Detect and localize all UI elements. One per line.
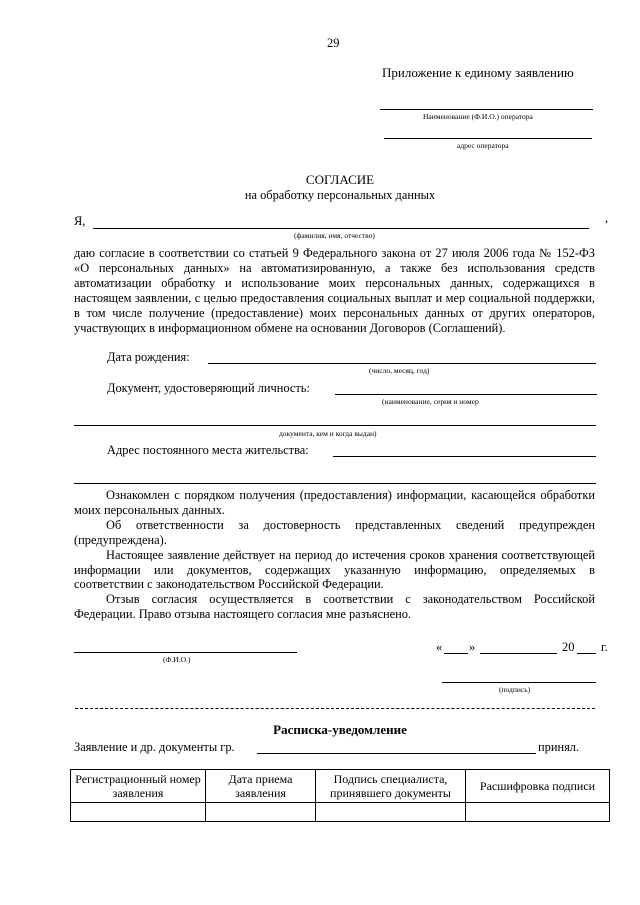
id-document-label: Документ, удостоверяющий личность: — [107, 381, 310, 395]
signature-fio-field[interactable] — [74, 652, 297, 653]
registration-table — [70, 769, 610, 822]
date-year-suffix: г. — [601, 640, 608, 654]
address-field[interactable] — [333, 456, 596, 457]
col-reg-number: Регистрационный номер заявления — [71, 770, 206, 803]
date-quote-close: » — [469, 640, 476, 654]
id-document-field[interactable] — [335, 394, 597, 395]
birth-date-field[interactable] — [208, 363, 596, 364]
id-document-field-2[interactable] — [74, 425, 596, 426]
full-name-caption: (фамилия, имя, отчество) — [294, 231, 375, 240]
date-year-field[interactable] — [577, 653, 596, 654]
signature-field[interactable] — [442, 682, 596, 683]
date-day-field[interactable] — [444, 653, 468, 654]
birth-date-label: Дата рождения: — [107, 350, 190, 364]
table-row — [71, 803, 610, 822]
comma: , — [605, 211, 609, 225]
date-month-field[interactable] — [480, 653, 557, 654]
id-document-caption-2: документа, кем и когда выдан) — [279, 429, 377, 438]
receipt-name-field[interactable] — [257, 753, 536, 754]
col-signature-decoding: Расшифровка подписи — [466, 770, 610, 803]
cell-reg-number[interactable] — [71, 803, 206, 822]
i-label: Я, — [74, 214, 86, 228]
operator-name-caption: Наименование (Ф.И.О.) оператора — [423, 112, 533, 121]
ack-paragraph-2: Об ответственности за достоверность представленных сведений предупрежден (предупреждена). — [74, 517, 595, 547]
page-number: 29 — [327, 36, 340, 50]
cell-specialist-signature[interactable] — [316, 803, 466, 822]
receipt-label: Заявление и др. документы гр. — [74, 740, 235, 754]
col-date: Дата приема заявления — [206, 770, 316, 803]
ack-paragraph-1: Ознакомлен с порядком получения (предоставления) информации, касающейся обработки моих персональных данных. — [74, 488, 595, 517]
ack-paragraph-4: Отзыв согласия осуществляется в соответствии с законодательством Российской Федерации. Право отзыва настоящего согласия мне разъяснено. — [74, 592, 595, 622]
consent-text: даю согласие в соответствии со статьей 9 Федерального закона от 27 июля 2006 года № 152-ФЗ «О персональных данных» на автоматизированную, а также без использования средств автоматизации обработку и использование моих персональных данных, содержащихся в настоящем заявлении, с целью предоставления социальных выплат и мер социальной поддержки, в том числе получение (предоставление) моих персональных данных от других операторов, участвующих в информационном обмене на основании Договоров (Соглашений). — [74, 246, 595, 335]
cut-line — [75, 708, 595, 709]
document-title: СОГЛАСИЕ — [305, 172, 375, 187]
operator-address-field[interactable] — [384, 138, 592, 139]
id-document-caption-1: (наименование, серия и номер — [382, 397, 479, 406]
address-label: Адрес постоянного места жительства: — [107, 443, 309, 457]
col-specialist-signature: Подпись специалиста, принявшего документы — [316, 770, 466, 803]
operator-name-field[interactable] — [380, 109, 593, 110]
operator-address-caption: адрес оператора — [457, 141, 509, 150]
document-subtitle: на обработку персональных данных — [244, 188, 436, 202]
date-quote-open: « — [436, 640, 443, 654]
cell-signature-decoding[interactable] — [466, 803, 610, 822]
receipt-accepted: принял. — [538, 740, 580, 754]
ack-paragraph-3: Настоящее заявление действует на период до истечения сроков хранения соответствующей информации или документов, содержащих указанную информацию, определяемых в соответствии с законодательством Российской Федерации. — [74, 547, 595, 592]
acknowledgement-block — [74, 488, 595, 622]
address-field-2[interactable] — [74, 483, 596, 484]
date-year-prefix: 20 — [562, 640, 575, 654]
birth-date-caption: (число, месяц, год) — [369, 366, 430, 375]
signature-fio-caption: (Ф.И.О.) — [163, 655, 191, 664]
cell-date[interactable] — [206, 803, 316, 822]
full-name-field[interactable] — [93, 228, 589, 229]
signature-caption: (подпись) — [499, 685, 531, 694]
table-header-row — [71, 770, 610, 803]
appendix-title: Приложение к единому заявлению — [382, 65, 574, 80]
receipt-title: Расписка-уведомление — [273, 722, 407, 737]
